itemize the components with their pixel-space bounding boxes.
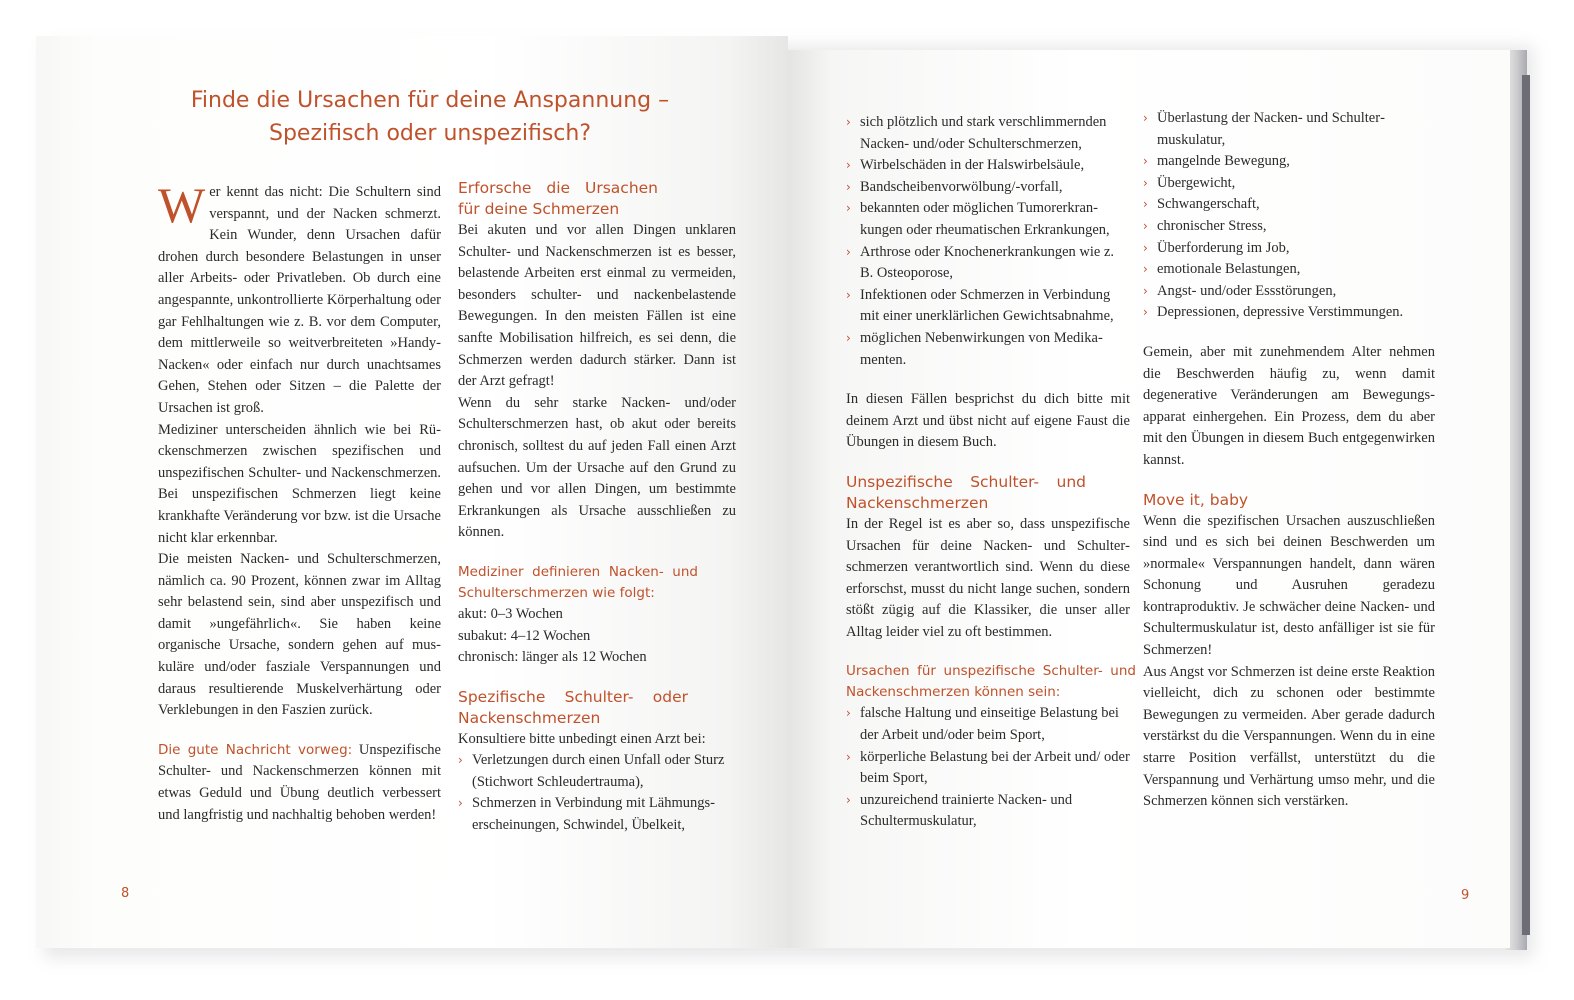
list-item: › Verletzungen durch einen Unfall oder Sturz (Stichwort Schleudertrauma), bbox=[458, 752, 725, 790]
definition-chronic: chronisch: länger als 12 Wochen bbox=[458, 649, 647, 666]
list-item: › Bandscheibenvorwölbung/-vorfall, bbox=[846, 177, 1130, 199]
chevron-right-icon: › bbox=[1143, 218, 1148, 233]
chevron-right-icon: › bbox=[846, 158, 851, 173]
paragraph: Wenn du sehr starke Nacken- und/oder Schulterschmerzen hast, ob akut oder bereits chronisch, solltest du auf jeden Fall einen Arzt aufsuchen. Um der Ursache auf den Grund zu gehen und vor allen Dingen, um bestimmte Erkrankungen als Ursache ausschließen zu können. bbox=[458, 394, 736, 541]
paragraph: Bei akuten und vor allen Dingen unklaren Schulter- und Nackenschmerzen ist es besser, belastende Arbeiten erst einmal zu vermeiden, besonders schulter- und nackenbelastende Bewegungen. In den meisten Fällen ist eine sanfte Mobilisation hilfreich, es sei denn, die Schmerzen werden dadurch stärker. Dann ist der Arzt gefragt! bbox=[458, 222, 736, 390]
chevron-right-icon: › bbox=[846, 330, 851, 345]
page-number-right: 9 bbox=[1461, 888, 1470, 903]
bullet-list bbox=[846, 703, 1130, 833]
list-item: › Überlastung der Nacken- und Schultermuskulatur, bbox=[1143, 110, 1385, 148]
chevron-right-icon: › bbox=[458, 753, 463, 768]
list-item: › sich plötzlich und stark verschlimmernden Nacken- und/oder Schulterschmerzen, bbox=[846, 114, 1107, 152]
column-4 bbox=[1143, 108, 1435, 813]
column-1 bbox=[158, 177, 441, 826]
list-item: › Schmerzen in Verbindung mit Lähmungserscheinungen, Schwindel, Übelkeit, bbox=[458, 795, 715, 834]
column-3 bbox=[846, 112, 1136, 833]
list-item: › falsche Haltung und einseitige Belastung bei der Arbeit und/oder beim Sport, bbox=[846, 705, 1119, 744]
chevron-right-icon: › bbox=[846, 706, 851, 721]
chevron-right-icon: › bbox=[1143, 175, 1148, 190]
bullet-list bbox=[458, 750, 736, 836]
chevron-right-icon: › bbox=[1143, 283, 1148, 298]
definition-acute: akut: 0–3 Wochen bbox=[458, 605, 563, 622]
chevron-right-icon: › bbox=[1143, 305, 1148, 320]
chevron-right-icon: › bbox=[1143, 240, 1148, 255]
list-item: › Infektionen oder Schmerzen in Verbindung mit einer unerklärlichen Gewichtsabnahme, bbox=[846, 286, 1114, 325]
bullet-list bbox=[846, 112, 1130, 371]
paragraph: Mediziner unterscheiden ähnlich wie bei Rückenschmerzen zwischen spezifischen und unspezifischen Schulter- und Nackenschmerzen. Bei unspezifischen Schmerzen liegt keine krankhafte Veränderung vor bzw. ist die Ursache nicht klar erkennbar. bbox=[158, 421, 441, 546]
paragraph: Die meisten Nacken- und Schulterschmerzen, nämlich ca. 90 Prozent, können zwar im Alltag sehr belastend sein, sind aber unspezifisch und damit »ungefährlich«. Sie haben keine organische Ursache, sondern gehen auf muskuläre und/oder fasziale Verspannungen und daraus resultierende Muskelverhärtung oder Verklebungen in den Faszien zurück. bbox=[158, 551, 441, 719]
chevron-right-icon: › bbox=[846, 179, 851, 194]
intro-paragraph: Wer kennt das nicht: Die Schultern sind verspannt, und der Nacken schmerzt. Kein Wunder, denn Ursachen dafür drohen durch besondere Belastungen in unser aller Arbeits- oder Privatleben. Ob durch eine angespannte, unkontrollierte Körperhaltung oder gar Fehlhaltungen wie z. B. vor dem Computer, dem mittlerweile so weitverbreiteten »Handy-Nacken« oder einfach nur durch unachtsames Gehen, Stehen oder Sitzen – die Palette der Ursachen ist groß. bbox=[158, 177, 441, 416]
page-number-left: 8 bbox=[121, 886, 130, 901]
chevron-right-icon: › bbox=[846, 749, 851, 764]
paragraph: In der Regel ist es aber so, dass unspezifische Ursachen für deine Nacken- und Schulterschmerzen verantwortlich sind. Wenn du diese erforschst, musst du nicht lange suchen, sondern stößt zügig auf die Klassiker, die unser aller Alltag leider viel zu oft bestimmen. bbox=[846, 515, 1130, 640]
paragraph: In diesen Fällen besprichst du dich bitte mit deinem Arzt und übst nicht auf eigene Faust die Übungen in diesem Buch. bbox=[846, 391, 1130, 451]
chevron-right-icon: › bbox=[1143, 197, 1148, 212]
list-item: › körperliche Belastung bei der Arbeit und/ oder beim Sport, bbox=[846, 748, 1130, 787]
list-item: › Depressionen, depressive Verstimmungen. bbox=[1143, 302, 1435, 324]
paragraph: Aus Angst vor Schmerzen ist deine erste Reaktion vielleicht, dich zu schonen oder bestimmte Bewegungen zu vermeiden. Aber gerade dadurch verstärkst du die Verspannungen. Wenn du in eine starre Position verfällst, unterstützt du die Verspannung und Verhärtung umso mehr, und die Schmerzen können sich verstärken. bbox=[1143, 663, 1435, 810]
book-cover-edge bbox=[1522, 75, 1530, 935]
good-news-paragraph: Die gute Nachricht vorweg: Unspezifische Schulter- und Nackenschmerzen können mit etwas Geduld und Übung deutlich verbessert und langfristig und nachhaltig behoben werden! bbox=[158, 741, 441, 823]
paragraph: Konsultiere bitte unbedingt einen Arzt bei: bbox=[458, 730, 706, 747]
chevron-right-icon: › bbox=[1143, 154, 1148, 169]
drop-cap: W bbox=[158, 177, 206, 233]
list-item: › möglichen Nebenwirkungen von Medikamenten. bbox=[846, 329, 1103, 368]
list-item: › emotionale Belastungen, bbox=[1143, 259, 1435, 281]
list-item: › chronischer Stress, bbox=[1143, 216, 1435, 238]
chevron-right-icon: › bbox=[1143, 262, 1148, 277]
subheading-definitions: Mediziner definieren Nacken- und Schulterschmerzen wie folgt: bbox=[458, 563, 698, 601]
chevron-right-icon: › bbox=[1143, 111, 1148, 125]
chevron-right-icon: › bbox=[846, 287, 851, 302]
list-item: › unzureichend trainierte Nacken- und Schultermuskulatur, bbox=[846, 791, 1073, 830]
list-item: › bekannten oder möglichen Tumorerkrankungen oder rheumatischen Erkrankungen, bbox=[846, 200, 1110, 238]
subheading-unspecific: Unspezifische Schulter- und Nackenschmerzen bbox=[846, 472, 1086, 512]
definition-subacute: subakut: 4–12 Wochen bbox=[458, 627, 591, 644]
list-item: › Arthrose oder Knochenerkrankungen wie z. B. Osteoporose, bbox=[846, 243, 1115, 282]
column-2 bbox=[458, 178, 736, 837]
subheading-unspecific-causes: Ursachen für unspezifische Schulter- und Nackenschmerzen können sein: bbox=[846, 663, 1136, 701]
list-item: › Angst- und/oder Essstörungen, bbox=[1143, 281, 1435, 303]
chevron-right-icon: › bbox=[846, 201, 851, 216]
list-item: › Übergewicht, bbox=[1143, 173, 1435, 195]
list-item: › Schwangerschaft, bbox=[1143, 194, 1435, 216]
subheading-move-it: Move it, baby bbox=[1143, 490, 1249, 509]
chevron-right-icon: › bbox=[846, 792, 851, 807]
list-item: › Überforderung im Job, bbox=[1143, 238, 1435, 260]
list-item: › mangelnde Bewegung, bbox=[1143, 151, 1435, 173]
paragraph: Gemein, aber mit zunehmendem Alter nehmen die Beschwerden häufig zu, wenn damit degenerative Veränderungen am Bewegungsapparat einhergehen. Ein Prozess, dem du aber mit den Übungen in diesem Buch entgegenwirken kannst. bbox=[1143, 343, 1435, 468]
bullet-list bbox=[1143, 108, 1435, 324]
subheading-causes: Erforsche die Ursachen für deine Schmerzen bbox=[458, 179, 658, 218]
paragraph: Wenn die spezifischen Ursachen auszuschließen sind und es sich bei deinen Beschwerden um »normale« Verspannungen handelt, dann wären Schonung und Ausruhen geradezu kontraproduktiv. Je schwächer deine Nacken- und Schultermuskulatur ist, desto anfälliger ist sie für Schmerzen! bbox=[1143, 512, 1435, 659]
list-item: › Wirbelschäden in der Halswirbelsäule, bbox=[846, 155, 1130, 177]
chapter-title: Finde die Ursachen für deine Anspannung – Spezifisch oder unspezifisch? bbox=[190, 88, 670, 146]
chevron-right-icon: › bbox=[458, 796, 463, 811]
good-news-lead: Die gute Nachricht vorweg: bbox=[158, 741, 353, 758]
chevron-right-icon: › bbox=[846, 115, 851, 129]
chevron-right-icon: › bbox=[846, 244, 851, 259]
subheading-specific: Spezifische Schulter- oder Nackenschmerzen bbox=[458, 687, 688, 727]
